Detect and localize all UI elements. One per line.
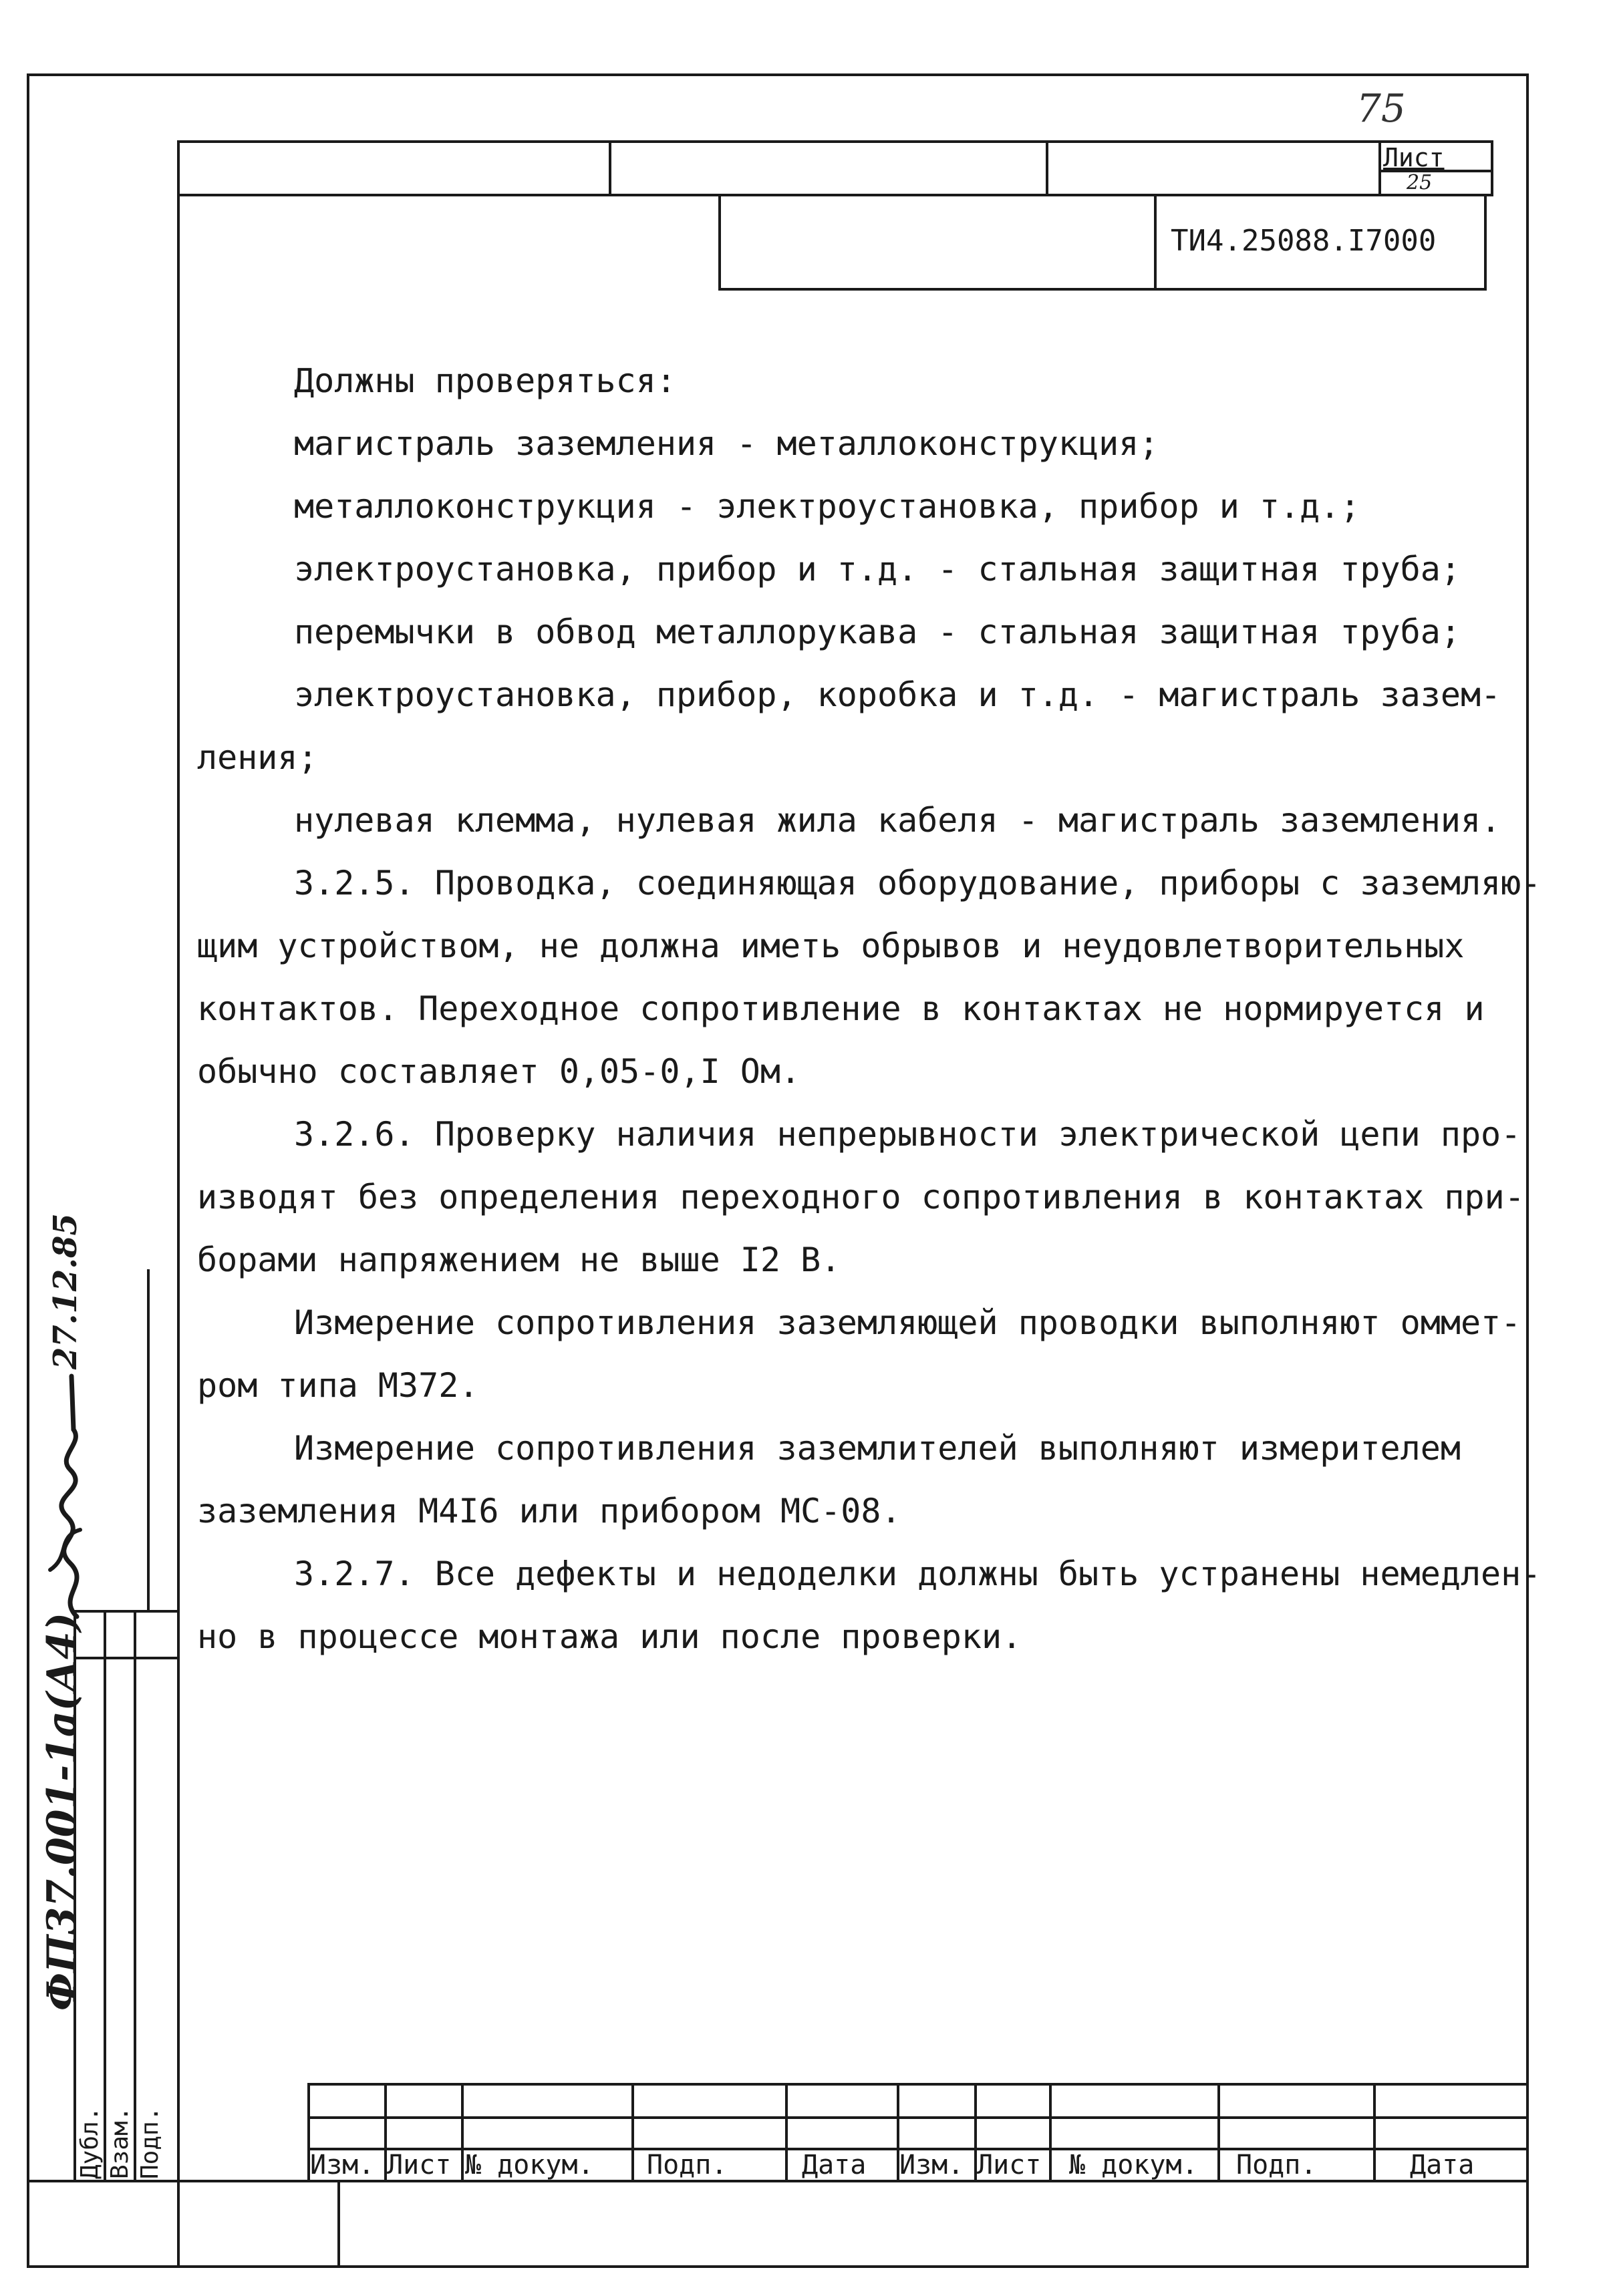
text-line: борами напряжением не выше I2 В. bbox=[197, 1241, 841, 1279]
text-line: изводят без определения переходного сопротивления в контактах при- bbox=[197, 1178, 1525, 1216]
text-line: контактов. Переходное сопротивление в контактах не нормируется и bbox=[197, 989, 1485, 1028]
footer-label: Лист bbox=[977, 2150, 1042, 2180]
text-line: ром типа М372. bbox=[197, 1366, 479, 1405]
text-line: нулевая клемма, нулевая жила кабеля - магистраль заземления. bbox=[294, 801, 1501, 840]
text-line: магистраль заземления - металлоконструкция; bbox=[294, 424, 1159, 463]
footer-label: № докум. bbox=[465, 2150, 594, 2180]
text-line: Измерение сопротивления заземляющей проводки выполняют оммет- bbox=[294, 1303, 1521, 1342]
text-line: 3.2.7. Все дефекты и недоделки должны быть устранены немедлен- bbox=[294, 1554, 1542, 1593]
text-line: 3.2.6. Проверку наличия непрерывности электрической цепи про- bbox=[294, 1115, 1521, 1154]
text-line: Измерение сопротивления заземлителей выполняют измерителем bbox=[294, 1429, 1461, 1468]
text-line: ления; bbox=[197, 738, 318, 777]
text-line: Должны проверяться: bbox=[294, 361, 676, 400]
footer-label: Лист bbox=[387, 2150, 452, 2180]
text-line: заземления М4I6 или прибором МС-08. bbox=[197, 1492, 901, 1530]
handwritten-signature bbox=[30, 1369, 104, 1623]
footer-label: Изм. bbox=[899, 2150, 964, 2180]
footer-label: Подп. bbox=[1236, 2150, 1317, 2180]
signature-date: 27.12.85 bbox=[47, 1213, 84, 1369]
footer-label: Дата bbox=[802, 2150, 867, 2180]
text-line: щим устройством, не должна иметь обрывов и неудовлетворительных bbox=[197, 927, 1465, 965]
footer-label: № докум. bbox=[1069, 2150, 1198, 2180]
text-line: 3.2.5. Проводка, соединяющая оборудование, приборы с заземляю- bbox=[294, 864, 1542, 903]
page-number: 75 bbox=[1356, 86, 1406, 131]
text-line: но в процессе монтажа или после проверки. bbox=[197, 1617, 1022, 1656]
side-label-podp: Подп. bbox=[136, 2106, 164, 2179]
side-label-vzam: Взам. bbox=[106, 2106, 134, 2179]
document-code: ТИ4.25088.I7000 bbox=[1171, 224, 1437, 258]
footer-label: Изм. bbox=[310, 2150, 375, 2180]
sheet-label: Лист bbox=[1383, 143, 1445, 172]
text-line: металлоконструкция - электроустановка, прибор и т.д.; bbox=[294, 487, 1360, 526]
text-line: электроустановка, прибор, коробка и т.д. - магистраль зазем- bbox=[294, 675, 1501, 714]
side-label-dubl: Дубл. bbox=[76, 2106, 104, 2179]
footer-label: Подп. bbox=[647, 2150, 728, 2180]
footer-label: Дата bbox=[1410, 2150, 1475, 2180]
text-line: обычно составляет 0,05-0,I Ом. bbox=[197, 1052, 801, 1091]
text-line: перемычки в обвод металлорукава - стальная защитная труба; bbox=[294, 613, 1461, 651]
text-line: электроустановка, прибор и т.д. - стальная защитная труба; bbox=[294, 550, 1461, 589]
form-code: ФП37.001-1а(А4) bbox=[39, 1612, 86, 2011]
sheet-number: 25 bbox=[1407, 171, 1433, 194]
